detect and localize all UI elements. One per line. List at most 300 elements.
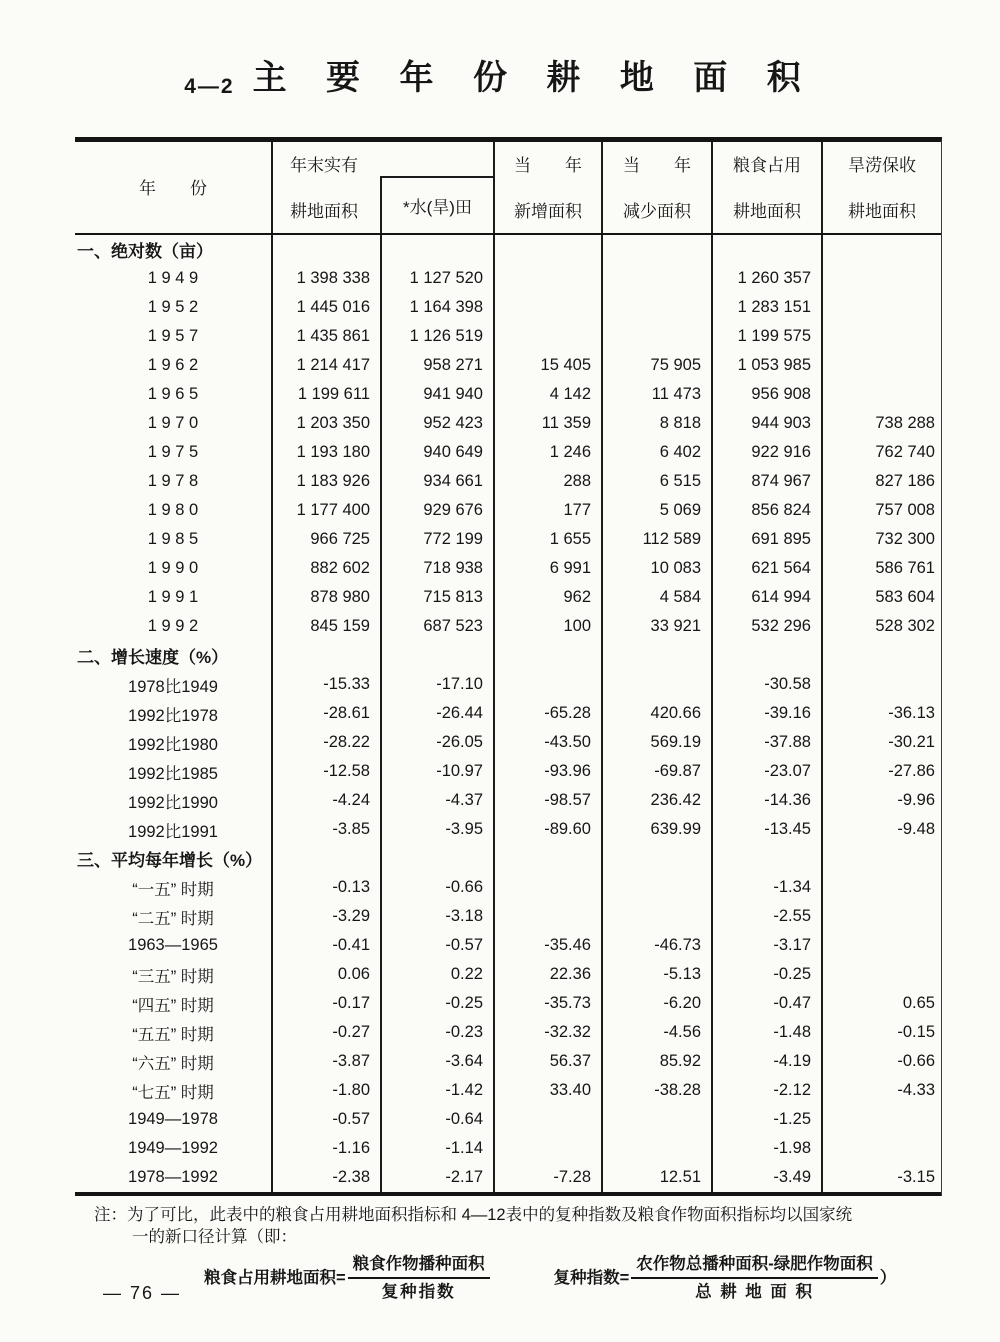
cell-value: 528 302	[875, 617, 935, 635]
cell-value: 922 916	[713, 438, 823, 467]
cell-value: -7.28	[495, 1163, 603, 1192]
row-label: 1992比1978	[75, 699, 273, 728]
cell-value: 878 980	[273, 583, 382, 612]
header-assured-area	[823, 142, 941, 233]
row-label: 1992比1980	[75, 728, 273, 757]
cell-value: 639.99	[603, 815, 713, 844]
cell-value: -0.23	[382, 1018, 495, 1047]
cell-empty	[382, 235, 495, 264]
row-label: 1978—1992	[75, 1163, 273, 1192]
cell-value: 929 676	[382, 496, 495, 525]
table-row	[75, 409, 941, 438]
section-header-row	[75, 235, 941, 264]
cell-value: -0.41	[273, 931, 382, 960]
row-label: 1949—1992	[75, 1134, 273, 1163]
row-label: 1 9 9 1	[75, 583, 273, 612]
header-added-bottom: 新增面积	[514, 202, 582, 221]
row-label: “六五” 时期	[75, 1047, 273, 1076]
cell-value	[823, 264, 941, 293]
cell-value	[823, 670, 941, 699]
cell-value: 941 940	[382, 380, 495, 409]
row-label: “二五” 时期	[75, 902, 273, 931]
row-label: 1978比1949	[75, 670, 273, 699]
cell-value: -39.16	[713, 699, 823, 728]
cell-empty	[713, 844, 823, 873]
cell-value: 1 655	[495, 525, 603, 554]
header-year-label: 年 份	[139, 179, 207, 198]
cell-value: -0.64	[382, 1105, 495, 1134]
cell-empty	[495, 641, 603, 670]
cell-value: 6 515	[603, 467, 713, 496]
cell-value: -3.95	[382, 815, 495, 844]
cell-value	[823, 902, 941, 931]
cell-value	[495, 293, 603, 322]
cell-value: 1 214 417	[273, 351, 382, 380]
cell-empty	[273, 235, 382, 264]
cell-value: -13.45	[713, 815, 823, 844]
row-label: 1 9 5 7	[75, 322, 273, 351]
cell-value: 718 938	[382, 554, 495, 583]
table-row	[75, 264, 941, 293]
cell-empty	[823, 844, 941, 873]
cell-value: -4.24	[273, 786, 382, 815]
table-row	[75, 438, 941, 467]
cell-value: 532 296	[713, 612, 823, 641]
cell-empty	[382, 641, 495, 670]
cell-value: 569.19	[603, 728, 713, 757]
cell-value: -27.86	[888, 762, 935, 780]
cell-value	[823, 322, 941, 351]
cell-value: 1 435 861	[273, 322, 382, 351]
row-label: 1963—1965	[75, 931, 273, 960]
cell-empty	[713, 235, 823, 264]
cell-value: 621 564	[713, 554, 823, 583]
table-row	[75, 1018, 941, 1047]
cell-value	[495, 1105, 603, 1134]
table-body	[75, 235, 941, 1196]
cell-value: 966 725	[273, 525, 382, 554]
cell-value: -23.07	[713, 757, 823, 786]
cell-value: 1 203 350	[273, 409, 382, 438]
cell-value: -1.16	[273, 1134, 382, 1163]
cell-value: 757 008	[875, 501, 935, 519]
cell-value: 934 661	[382, 467, 495, 496]
cell-value	[823, 293, 941, 322]
cell-empty	[382, 844, 495, 873]
footnote-line2: 一的新口径计算（即：	[132, 1228, 297, 1247]
row-label: 1992比1985	[75, 757, 273, 786]
header-yearend-area	[273, 142, 495, 233]
header-yearend-top: 年末实有	[290, 156, 358, 175]
formula1-fraction	[348, 1253, 490, 1304]
cell-empty	[603, 641, 713, 670]
cell-value	[603, 264, 713, 293]
cell-value: 112 589	[603, 525, 713, 554]
header-assured-top: 旱涝保收	[848, 156, 916, 175]
cell-value: 944 903	[713, 409, 823, 438]
header-paddy-field: *水(旱)田	[380, 176, 493, 233]
cell-value: -37.88	[713, 728, 823, 757]
table-row	[75, 554, 941, 583]
row-label: 1949—1978	[75, 1105, 273, 1134]
row-label: 1 9 5 2	[75, 293, 273, 322]
header-yearend-bottom: 耕地面积	[290, 202, 358, 221]
cell-value: 11 473	[603, 380, 713, 409]
table-row	[75, 583, 941, 612]
cell-value	[495, 670, 603, 699]
cell-value: -3.49	[713, 1163, 823, 1192]
cell-value	[823, 1105, 941, 1134]
statistics-table	[75, 137, 942, 1196]
cell-value: -0.25	[713, 960, 823, 989]
cell-value: 940 649	[382, 438, 495, 467]
cell-value	[823, 873, 941, 902]
cell-empty	[273, 641, 382, 670]
cell-value: -4.33	[897, 1081, 935, 1099]
cell-value: 772 199	[382, 525, 495, 554]
cell-value: 420.66	[603, 699, 713, 728]
table-row	[75, 728, 941, 757]
cell-value: -1.25	[713, 1105, 823, 1134]
cell-value: -4.37	[382, 786, 495, 815]
cell-value: 288	[495, 467, 603, 496]
cell-value: 874 967	[713, 467, 823, 496]
cell-value: 1 398 338	[273, 264, 382, 293]
table-row	[75, 1047, 941, 1076]
cell-empty	[713, 641, 823, 670]
cell-value: -2.12	[713, 1076, 823, 1105]
cell-value: -28.61	[273, 699, 382, 728]
cell-value: -3.29	[273, 902, 382, 931]
table-row	[75, 699, 941, 728]
cell-value: -30.21	[888, 733, 935, 751]
row-label: 1 9 7 5	[75, 438, 273, 467]
cell-value: -0.66	[897, 1052, 935, 1070]
cell-value: -0.13	[273, 873, 382, 902]
cell-value: 1 177 400	[273, 496, 382, 525]
cell-value: -0.57	[273, 1105, 382, 1134]
cell-value: 56.37	[495, 1047, 603, 1076]
table-row	[75, 612, 941, 641]
cell-value: 1 445 016	[273, 293, 382, 322]
cell-value: -32.32	[495, 1018, 603, 1047]
formula2-denominator: 总 耕 地 面 积	[695, 1282, 814, 1301]
cell-value: 882 602	[273, 554, 382, 583]
cell-value: -1.14	[382, 1134, 495, 1163]
cell-empty	[823, 641, 941, 670]
cell-value: -3.15	[897, 1168, 935, 1186]
cell-value: -0.47	[713, 989, 823, 1018]
formula2-numerator: 农作物总播种面积-绿肥作物面积	[631, 1253, 878, 1279]
cell-empty	[495, 844, 603, 873]
cell-value: 0.22	[382, 960, 495, 989]
cell-empty	[603, 235, 713, 264]
cell-value: 0.06	[273, 960, 382, 989]
cell-value	[603, 1134, 713, 1163]
cell-value: 177	[495, 496, 603, 525]
header-assured-bottom: 耕地面积	[848, 202, 916, 221]
cell-value: -3.17	[713, 931, 823, 960]
row-label: “三五” 时期	[75, 960, 273, 989]
cell-value: -1.80	[273, 1076, 382, 1105]
cell-value: -0.27	[273, 1018, 382, 1047]
cell-value: -2.17	[382, 1163, 495, 1192]
row-label: “一五” 时期	[75, 873, 273, 902]
row-label: 1 9 4 9	[75, 264, 273, 293]
table-row	[75, 931, 941, 960]
cell-value: -30.58	[713, 670, 823, 699]
table-row	[75, 902, 941, 931]
cell-value: -38.28	[603, 1076, 713, 1105]
header-reduced-bottom: 减少面积	[623, 202, 691, 221]
header-year	[75, 142, 273, 233]
cell-value: 845 159	[273, 612, 382, 641]
cell-value	[603, 1105, 713, 1134]
cell-value: -6.20	[603, 989, 713, 1018]
cell-value: 4 584	[603, 583, 713, 612]
cell-value: -4.19	[713, 1047, 823, 1076]
table-row	[75, 1134, 941, 1163]
formula-row	[204, 1253, 954, 1304]
cell-value: -2.55	[713, 902, 823, 931]
cell-value: -35.46	[495, 931, 603, 960]
cell-value: -3.64	[382, 1047, 495, 1076]
cell-value: -2.38	[273, 1163, 382, 1192]
cell-value: 1 164 398	[382, 293, 495, 322]
cell-value: 1 199 575	[713, 322, 823, 351]
row-label: 1 9 7 8	[75, 467, 273, 496]
cell-value: -0.15	[897, 1023, 935, 1041]
cell-value: -12.58	[273, 757, 382, 786]
title-text: 主 要 年 份 耕 地 面 积	[252, 59, 816, 97]
cell-value: -98.57	[495, 786, 603, 815]
cell-value: -9.96	[897, 791, 935, 809]
footnote	[94, 1204, 954, 1303]
cell-value: 762 740	[875, 443, 935, 461]
section-header-row	[75, 641, 941, 670]
cell-value: -65.28	[495, 699, 603, 728]
cell-value	[495, 873, 603, 902]
cell-value: -28.22	[273, 728, 382, 757]
cell-value: -43.50	[495, 728, 603, 757]
cell-value: -46.73	[603, 931, 713, 960]
row-label: 1 9 9 2	[75, 612, 273, 641]
cell-value: -5.13	[603, 960, 713, 989]
cell-value: 614 994	[713, 583, 823, 612]
cell-value: 33.40	[495, 1076, 603, 1105]
cell-value: 586 761	[875, 559, 935, 577]
page-title	[0, 50, 1000, 99]
cell-value: 962	[495, 583, 603, 612]
formula-closing-paren: ）	[879, 1268, 897, 1287]
cell-value	[823, 380, 941, 409]
cell-value	[603, 670, 713, 699]
cell-value: 1 126 519	[382, 322, 495, 351]
cell-value: -3.18	[382, 902, 495, 931]
formula2-label: 复种指数=	[553, 1268, 630, 1287]
cell-value: -93.96	[495, 757, 603, 786]
formula1-label: 粮食占用耕地面积=	[204, 1268, 346, 1287]
cell-empty	[603, 844, 713, 873]
cell-empty	[823, 235, 941, 264]
cell-value: 1 193 180	[273, 438, 382, 467]
row-label: 1 9 6 2	[75, 351, 273, 380]
cell-value: 952 423	[382, 409, 495, 438]
table-row	[75, 989, 941, 1018]
cell-value: -3.85	[273, 815, 382, 844]
cell-value: 15 405	[495, 351, 603, 380]
cell-value: -26.44	[382, 699, 495, 728]
table-number: 4—2	[184, 75, 235, 98]
cell-value: 732 300	[875, 530, 935, 548]
cell-value: 1 283 151	[713, 293, 823, 322]
cell-empty	[495, 235, 603, 264]
cell-value: -1.34	[713, 873, 823, 902]
header-added-area	[495, 142, 603, 233]
cell-value: -69.87	[603, 757, 713, 786]
cell-value: 1 199 611	[273, 380, 382, 409]
cell-value: -1.98	[713, 1134, 823, 1163]
formula1-numerator: 粮食作物播种面积	[348, 1253, 490, 1279]
cell-value: 715 813	[382, 583, 495, 612]
table-row	[75, 467, 941, 496]
table-row	[75, 1163, 941, 1192]
cell-value: -3.87	[273, 1047, 382, 1076]
cell-value: 100	[495, 612, 603, 641]
cell-value: -26.05	[382, 728, 495, 757]
table-header	[75, 142, 941, 235]
table-row	[75, 351, 941, 380]
cell-value: 10 083	[603, 554, 713, 583]
footnote-line1: 注：为了可比，此表中的粮食占用耕地面积指标和 4—12表中的复种指数及粮食作物面积指标均以国家统	[94, 1206, 853, 1224]
header-added-top: 当 年	[514, 156, 582, 175]
cell-value: 6 991	[495, 554, 603, 583]
header-reduced-top: 当 年	[623, 156, 691, 175]
row-label: 1 9 9 0	[75, 554, 273, 583]
cell-value: 4 142	[495, 380, 603, 409]
cell-value: -9.48	[897, 820, 935, 838]
row-label: 1 9 8 5	[75, 525, 273, 554]
table-row	[75, 293, 941, 322]
cell-value: 687 523	[382, 612, 495, 641]
cell-value: 8 818	[603, 409, 713, 438]
row-label: 1 9 6 5	[75, 380, 273, 409]
cell-value: 11 359	[495, 409, 603, 438]
table-row	[75, 960, 941, 989]
cell-value: 856 824	[713, 496, 823, 525]
cell-value: 75 905	[603, 351, 713, 380]
cell-value	[603, 293, 713, 322]
cell-value: -17.10	[382, 670, 495, 699]
cell-value: -4.56	[603, 1018, 713, 1047]
cell-value: 22.36	[495, 960, 603, 989]
row-label: “七五” 时期	[75, 1076, 273, 1105]
table-row	[75, 1076, 941, 1105]
row-label: “四五” 时期	[75, 989, 273, 1018]
cell-value	[823, 960, 941, 989]
cell-value: 6 402	[603, 438, 713, 467]
cell-value: 5 069	[603, 496, 713, 525]
header-grain-top: 粮食占用	[733, 156, 801, 175]
cell-value: 0.65	[902, 994, 935, 1012]
cell-value: 1 260 357	[713, 264, 823, 293]
cell-value	[823, 351, 941, 380]
cell-value: 1 053 985	[713, 351, 823, 380]
section-label: 三、平均每年增长（%）	[75, 844, 273, 873]
formula1-denominator: 复种指数	[381, 1282, 456, 1301]
cell-value	[495, 1134, 603, 1163]
header-reduced-area	[603, 142, 713, 233]
section-label: 二、增长速度（%）	[75, 641, 273, 670]
cell-value: -0.57	[382, 931, 495, 960]
header-grain-area	[713, 142, 823, 233]
cell-value: 956 908	[713, 380, 823, 409]
section-header-row	[75, 844, 941, 873]
cell-value: 1 127 520	[382, 264, 495, 293]
cell-value: 12.51	[603, 1163, 713, 1192]
header-grain-bottom: 耕地面积	[733, 202, 801, 221]
cell-value	[823, 931, 941, 960]
cell-value	[603, 902, 713, 931]
row-label: 1 9 8 0	[75, 496, 273, 525]
cell-value: -1.42	[382, 1076, 495, 1105]
cell-value: 827 186	[875, 472, 935, 490]
table-row	[75, 873, 941, 902]
cell-value: -15.33	[273, 670, 382, 699]
cell-value: 85.92	[603, 1047, 713, 1076]
table-row	[75, 525, 941, 554]
table-row	[75, 380, 941, 409]
row-label: 1 9 7 0	[75, 409, 273, 438]
cell-value: 1 183 926	[273, 467, 382, 496]
cell-value: 738 288	[875, 414, 935, 432]
cell-value: 583 604	[875, 588, 935, 606]
table-row	[75, 322, 941, 351]
row-label: 1992比1990	[75, 786, 273, 815]
cell-value	[823, 1134, 941, 1163]
cell-value	[603, 873, 713, 902]
table-row	[75, 757, 941, 786]
row-label: “五五” 时期	[75, 1018, 273, 1047]
cell-value	[495, 322, 603, 351]
cell-value	[495, 902, 603, 931]
table-row	[75, 496, 941, 525]
cell-empty	[273, 844, 382, 873]
cell-value: -35.73	[495, 989, 603, 1018]
cell-value: -89.60	[495, 815, 603, 844]
row-label: 1992比1991	[75, 815, 273, 844]
cell-value	[495, 264, 603, 293]
cell-value: -0.66	[382, 873, 495, 902]
cell-value: 33 921	[603, 612, 713, 641]
table-row	[75, 786, 941, 815]
cell-value: 1 246	[495, 438, 603, 467]
cell-value	[603, 322, 713, 351]
cell-value: 958 271	[382, 351, 495, 380]
table-row	[75, 1105, 941, 1134]
cell-value: -0.17	[273, 989, 382, 1018]
cell-value: -36.13	[888, 704, 935, 722]
cell-value: -10.97	[382, 757, 495, 786]
cell-value: -14.36	[713, 786, 823, 815]
cell-value: -1.48	[713, 1018, 823, 1047]
table-row	[75, 815, 941, 844]
section-label: 一、绝对数（亩）	[75, 235, 273, 264]
cell-value: 691 895	[713, 525, 823, 554]
table-row	[75, 670, 941, 699]
formula2-fraction	[631, 1253, 878, 1304]
page-number: — 76 —	[103, 1283, 182, 1303]
